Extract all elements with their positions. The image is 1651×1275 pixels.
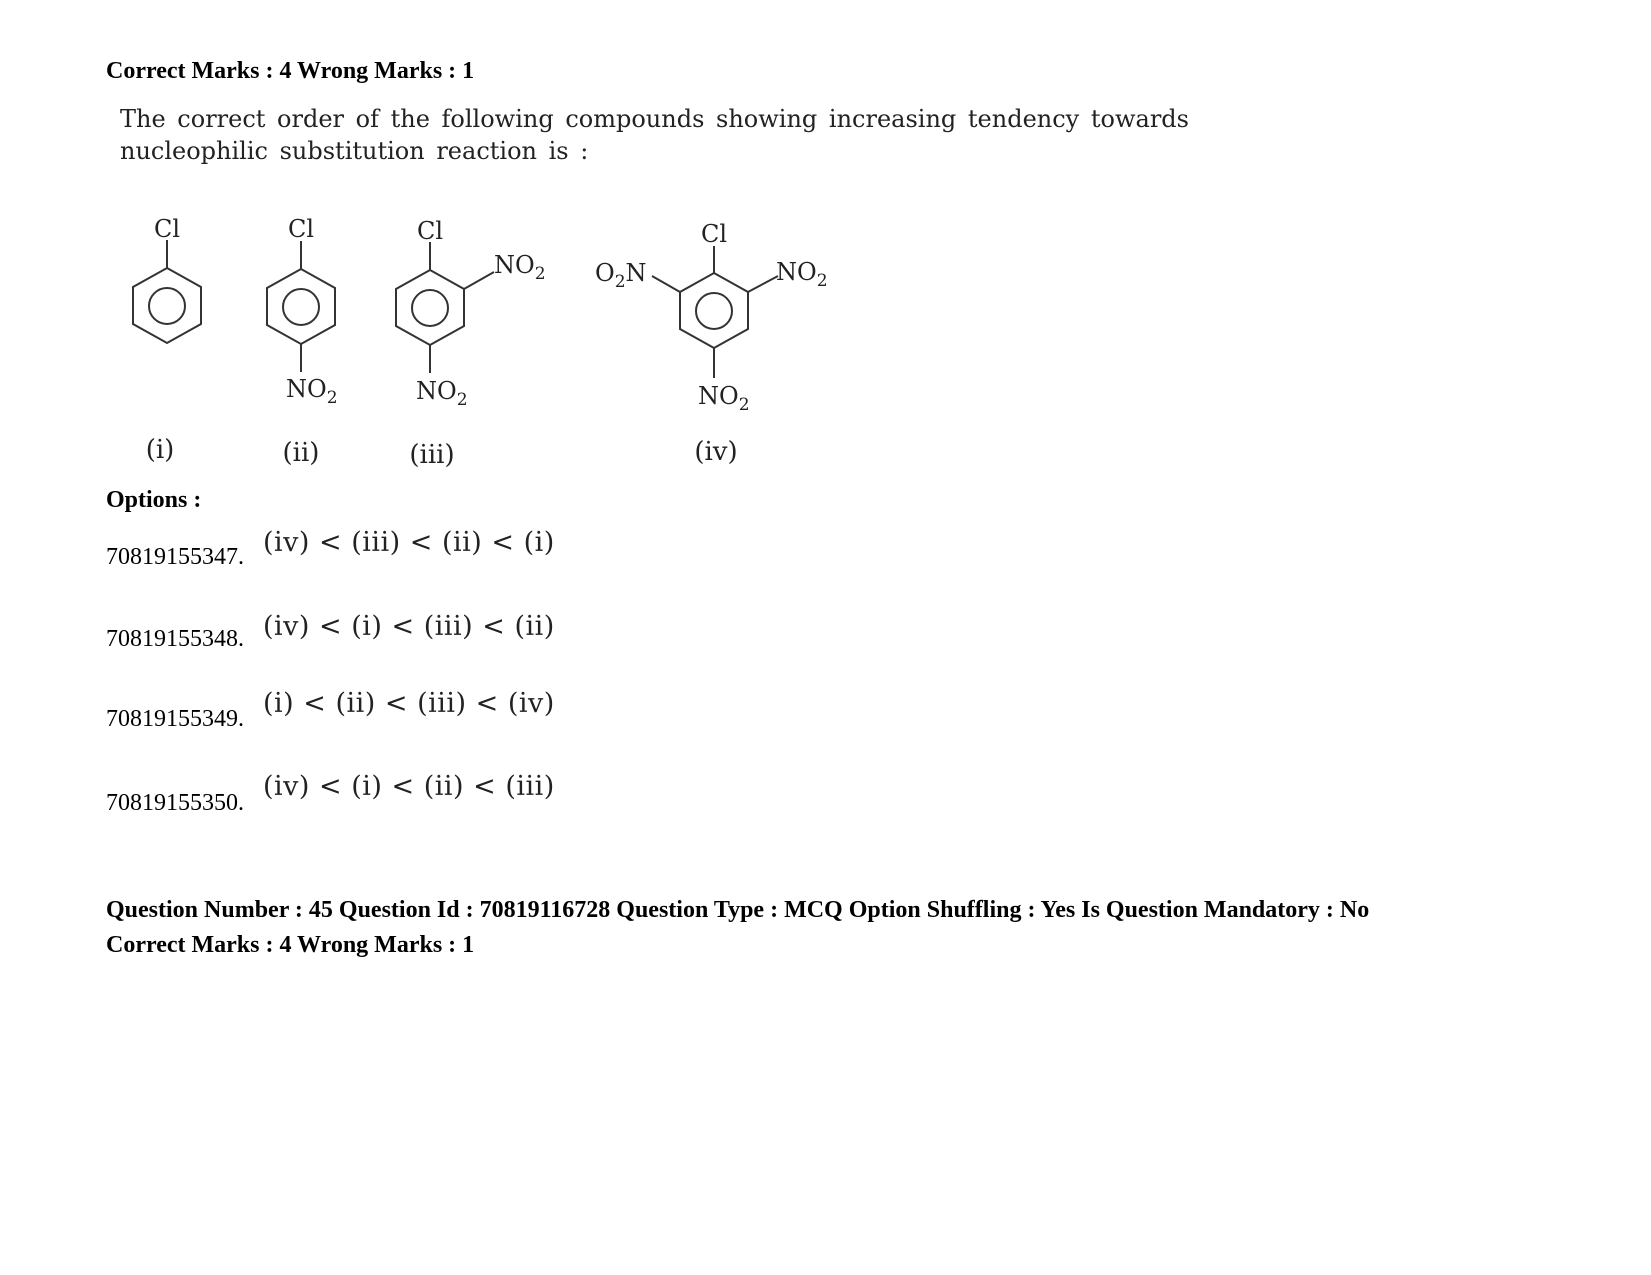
structure-iii-ring xyxy=(396,242,494,373)
structure-iv-no2-para: $NO_2$ xyxy=(698,382,750,415)
option-id-3: 70819155349. xyxy=(106,706,244,732)
option-id-4: 70819155350. xyxy=(106,790,244,816)
structure-i-cl: Cl xyxy=(153,215,181,243)
structure-label-iii: (iii) xyxy=(409,440,455,470)
chemical-structures-figure xyxy=(0,0,900,480)
structure-label-i: (i) xyxy=(145,435,175,465)
option-text-1[interactable]: (iv) < (iii) < (ii) < (i) xyxy=(263,527,555,558)
structure-label-ii: (ii) xyxy=(282,438,320,468)
options-heading: Options : xyxy=(106,487,202,513)
marks-header: Correct Marks : 4 Wrong Marks : 1 xyxy=(106,58,475,84)
structure-iv-o2n-left: $O_2N$ xyxy=(595,259,647,292)
structure-ii-no2: $NO_2$ xyxy=(286,375,338,408)
option-text-4[interactable]: (iv) < (i) < (ii) < (iii) xyxy=(263,771,555,802)
structure-iii-no2-para: $NO_2$ xyxy=(416,377,468,410)
option-id-1: 70819155347. xyxy=(106,544,244,570)
option-text-3[interactable]: (i) < (ii) < (iii) < (iv) xyxy=(263,688,555,719)
next-question-marks: Correct Marks : 4 Wrong Marks : 1 xyxy=(106,932,475,958)
structure-i-ring xyxy=(133,240,201,343)
structure-iv-ring xyxy=(652,246,778,378)
option-id-2: 70819155348. xyxy=(106,626,244,652)
question-line-1: The correct order of the following compounds showing increasing tendency towards xyxy=(120,105,1189,133)
structure-iii-cl: Cl xyxy=(416,217,444,245)
structure-label-iv: (iv) xyxy=(694,437,738,467)
structure-iv-no2-right: $NO_2$ xyxy=(776,258,828,291)
structure-ii-cl: Cl xyxy=(287,215,315,243)
option-text-2[interactable]: (iv) < (i) < (iii) < (ii) xyxy=(263,611,555,642)
structure-iv-cl: Cl xyxy=(700,220,728,248)
question-line-2: nucleophilic substitution reaction is : xyxy=(120,137,589,165)
next-question-info: Question Number : 45 Question Id : 70819116728 Question Type : MCQ Option Shuffling : Yes Is Question Mandatory : No xyxy=(106,897,1370,923)
structure-ii-ring xyxy=(267,241,335,372)
structure-iii-no2-ortho: $NO_2$ xyxy=(494,251,546,284)
